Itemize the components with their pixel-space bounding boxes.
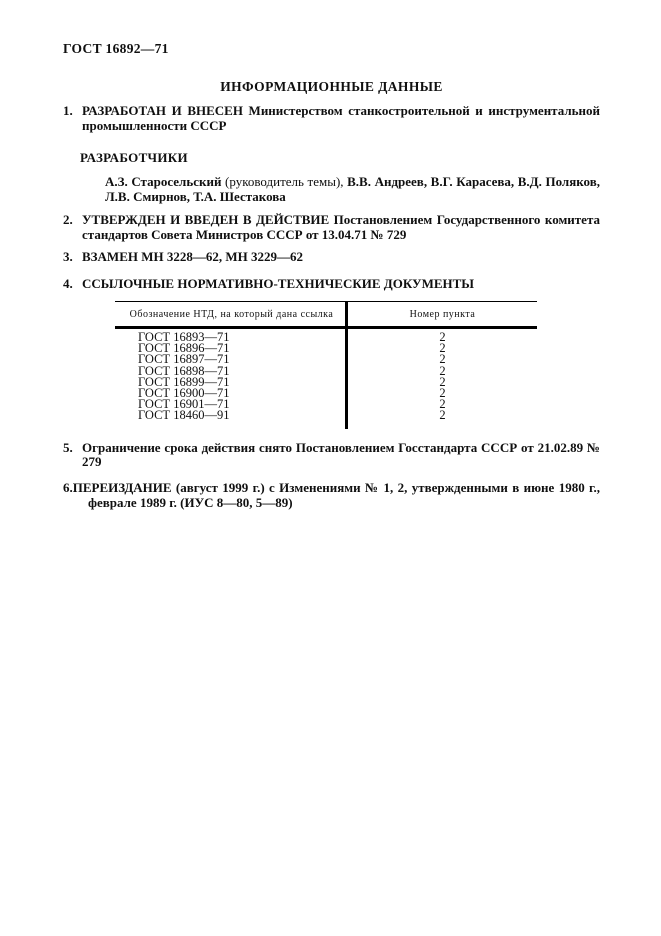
column-header-ntd: Обозначение НТД, на который дана ссылка xyxy=(129,309,334,320)
ntd-cell: ГОСТ 16893—71 xyxy=(138,330,230,344)
section-5 xyxy=(63,441,600,470)
section-5-text: Ограничение срока действия снято Постановлением Госстандарта СССР от 21.02.89 № 279 xyxy=(82,439,600,470)
section-1-text: РАЗРАБОТАН И ВНЕСЕН Министерством станкостроительной и инструментальной промышленности СССР xyxy=(82,103,600,133)
clause-cell: 2 xyxy=(439,352,446,367)
section-3-text: ВЗАМЕН МН 3228—62, МН 3229—62 xyxy=(82,249,303,264)
clause-cell: 2 xyxy=(439,374,446,389)
section-3-number: 3. xyxy=(63,249,73,264)
ntd-cell: ГОСТ 16898—71 xyxy=(138,363,230,378)
ntd-cell: ГОСТ 16900—71 xyxy=(138,386,230,401)
references-table-body xyxy=(115,329,537,429)
references-table-header xyxy=(115,302,537,329)
ntd-cell: ГОСТ 16896—71 xyxy=(138,341,230,356)
section-1 xyxy=(63,104,600,133)
developers-paragraph xyxy=(105,175,600,204)
section-4-number: 4. xyxy=(63,275,73,291)
page-title: ИНФОРМАЦИОННЫЕ ДАННЫЕ xyxy=(220,79,443,94)
developer-lead-name: А.З. Старосельский xyxy=(105,174,222,189)
section-3 xyxy=(63,250,600,265)
section-1-number: 1. xyxy=(63,103,73,118)
ntd-cell: ГОСТ 16901—71 xyxy=(138,397,230,412)
clause-cell: 2 xyxy=(439,408,446,423)
section-6 xyxy=(63,480,600,511)
clause-cell: 2 xyxy=(439,341,446,356)
clause-cell: 2 xyxy=(439,363,446,378)
column-header-clause: Номер пункта xyxy=(409,309,476,320)
section-5-number: 5. xyxy=(63,439,73,455)
table-row xyxy=(115,410,537,421)
section-2-text: УТВЕРЖДЕН И ВВЕДЕН В ДЕЙСТВИЕ Постановлением Государственного комитета стандартов Совета Министров СССР от 13.04.71 № 729 xyxy=(82,212,600,242)
ntd-cell: ГОСТ 16899—71 xyxy=(138,374,230,389)
clause-cell: 2 xyxy=(439,397,446,412)
section-4-text: ССЫЛОЧНЫЕ НОРМАТИВНО-ТЕХНИЧЕСКИЕ ДОКУМЕНТЫ xyxy=(82,275,475,291)
clause-cell: 2 xyxy=(439,386,446,401)
section-6-text: ПЕРЕИЗДАНИЕ (август 1999 г.) с Изменениями № 1, 2, утвержденными в июне 1980 г., феврале 1989 г. (ИУС 8—80, 5—89) xyxy=(72,479,600,511)
section-2 xyxy=(63,213,600,242)
references-table xyxy=(115,301,537,429)
developer-other-names: В.В. Андреев, В.Г. Карасева, В.Д. Поляков, Л.В. Смирнов, Т.А. Шестакова xyxy=(105,174,600,204)
section-6-number: 6. xyxy=(63,479,73,495)
ntd-cell: ГОСТ 18460—91 xyxy=(138,408,230,423)
developer-role-note: (руководитель темы), xyxy=(225,174,344,189)
section-2-number: 2. xyxy=(63,212,73,227)
developers-heading: РАЗРАБОТЧИКИ xyxy=(80,150,188,165)
ntd-cell: ГОСТ 16897—71 xyxy=(138,352,230,367)
clause-cell: 2 xyxy=(439,330,446,344)
doc-number: ГОСТ 16892—71 xyxy=(63,41,169,56)
section-4 xyxy=(63,277,600,292)
